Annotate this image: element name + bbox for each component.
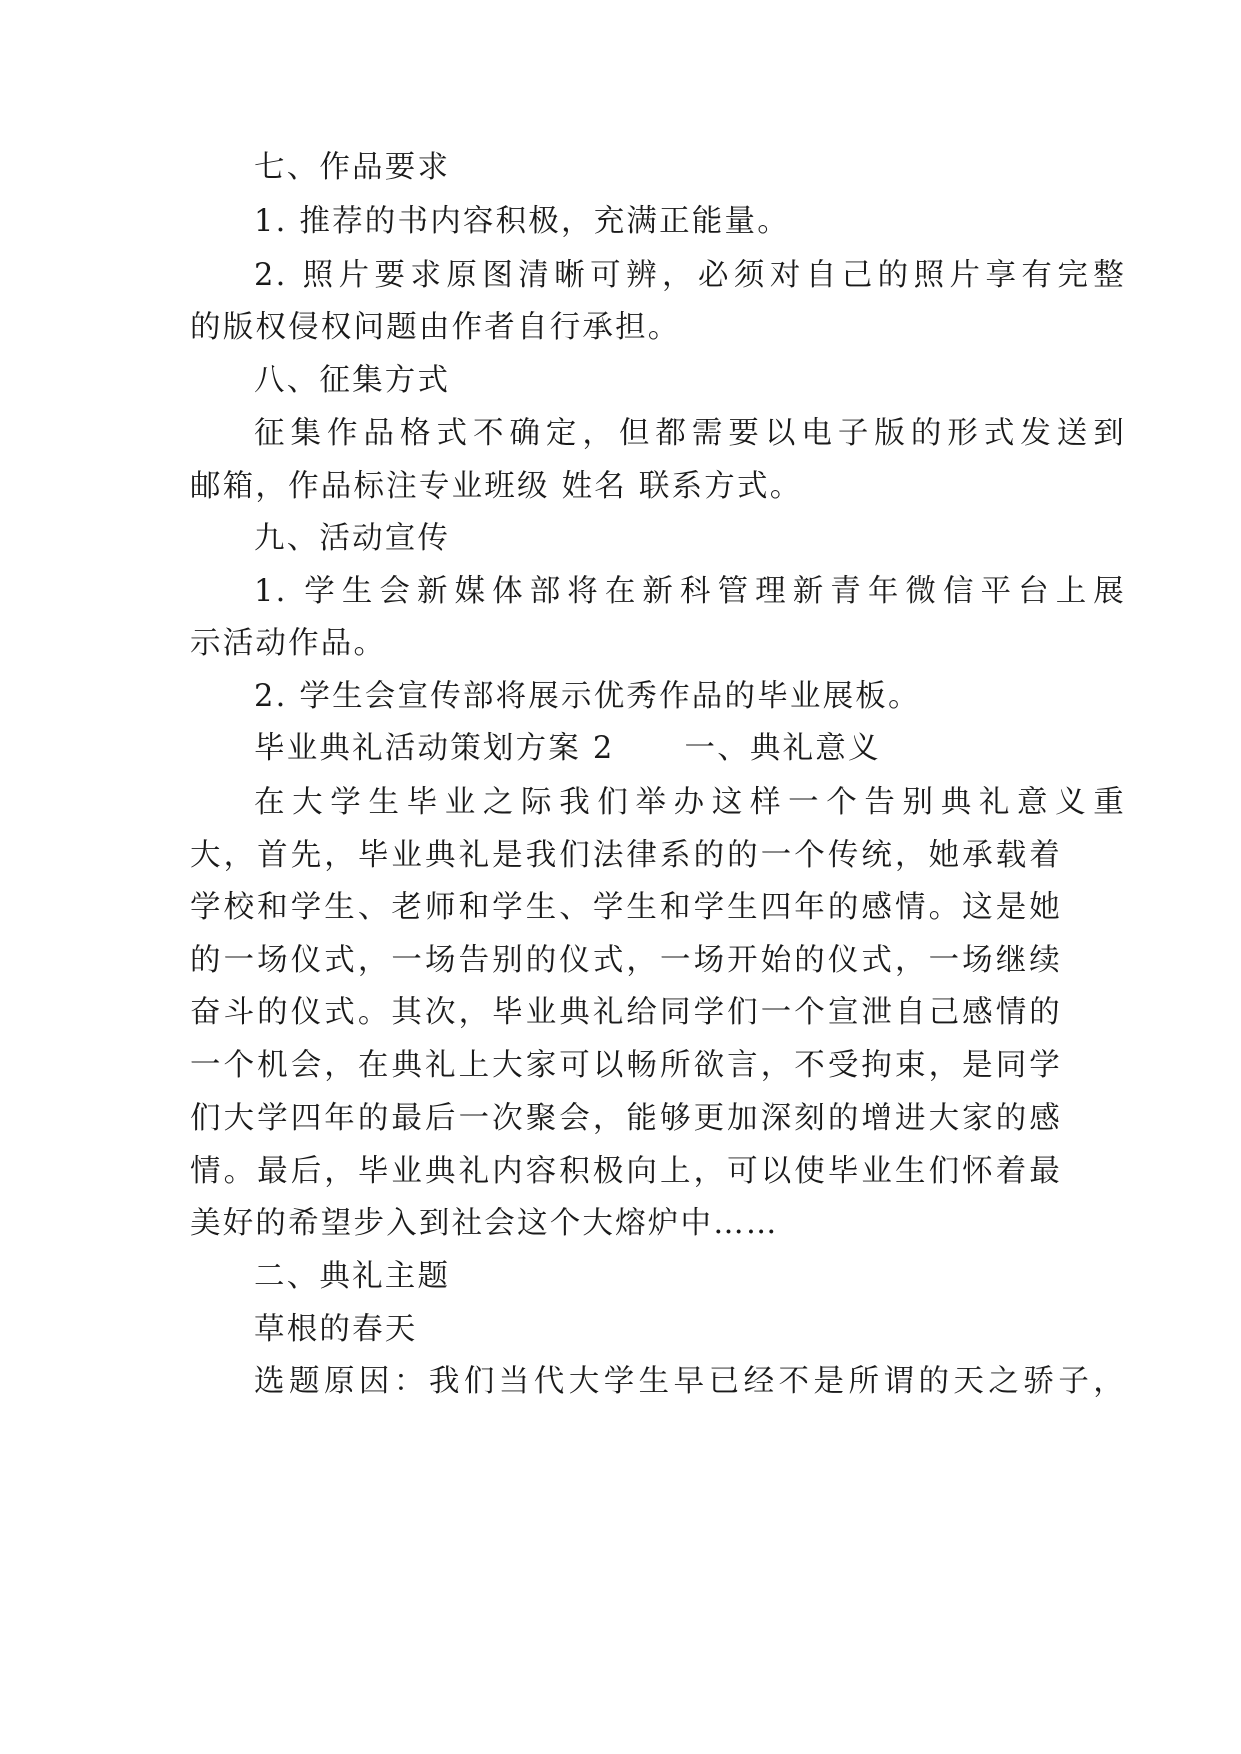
paragraph-line: 的版权侵权问题由作者自行承担。 [190,310,681,345]
paragraph-line: 学校和学生、老师和学生、学生和学生四年的感情。这是她 [190,890,1062,925]
section-heading-8: 八、征集方式 [254,363,451,398]
section-heading-2: 二、典礼主题 [254,1259,451,1294]
paragraph-line: 情。最后，毕业典礼内容积极向上，可以使毕业生们怀着最 [190,1154,1062,1189]
paragraph-line: 征集作品格式不确定，但都需要以电子版的形式发送到 [254,416,1126,451]
paragraph-line: 一个机会，在典礼上大家可以畅所欲言，不受拘束，是同学 [190,1048,1062,1083]
paragraph-line: 1. 推荐的书内容积极，充满正能量。 [254,204,790,239]
paragraph-line: 邮箱，作品标注专业班级 姓名 联系方式。 [190,469,803,504]
paragraph-line: 1. 学生会新媒体部将在新科管理新青年微信平台上展 [254,574,1126,609]
theme-text: 草根的春天 [254,1312,418,1347]
plan-title-line [190,729,1126,769]
paragraph-line: 奋斗的仪式。其次，毕业典礼给同学们一个宣泄自己感情的 [190,995,1062,1030]
section-heading-7: 七、作品要求 [254,150,451,185]
paragraph-line: 们大学四年的最后一次聚会，能够更加深刻的增进大家的感 [190,1101,1062,1136]
section-heading-9: 九、活动宣传 [254,521,451,556]
paragraph-line: 美好的希望步入到社会这个大熔炉中…… [190,1206,779,1241]
plan-title: 毕业典礼活动策划方案 2 [254,731,615,766]
paragraph-line: 大，首先，毕业典礼是我们法律系的的一个传统，她承载着 [190,838,1062,873]
paragraph-line: 在大学生毕业之际我们举办这样一个告别典礼意义重 [254,785,1126,820]
paragraph-line: 2. 学生会宣传部将展示优秀作品的毕业展板。 [254,679,921,714]
paragraph-line: 的一场仪式，一场告别的仪式，一场开始的仪式，一场继续 [190,943,1062,978]
paragraph-line: 2. 照片要求原图清晰可辨，必须对自己的照片享有完整 [254,258,1126,293]
paragraph-line: 示活动作品。 [190,626,387,661]
section-heading-1: 一、典礼意义 [684,731,881,766]
paragraph-line: 选题原因：我们当代大学生早已经不是所谓的天之骄子， [254,1364,1126,1399]
